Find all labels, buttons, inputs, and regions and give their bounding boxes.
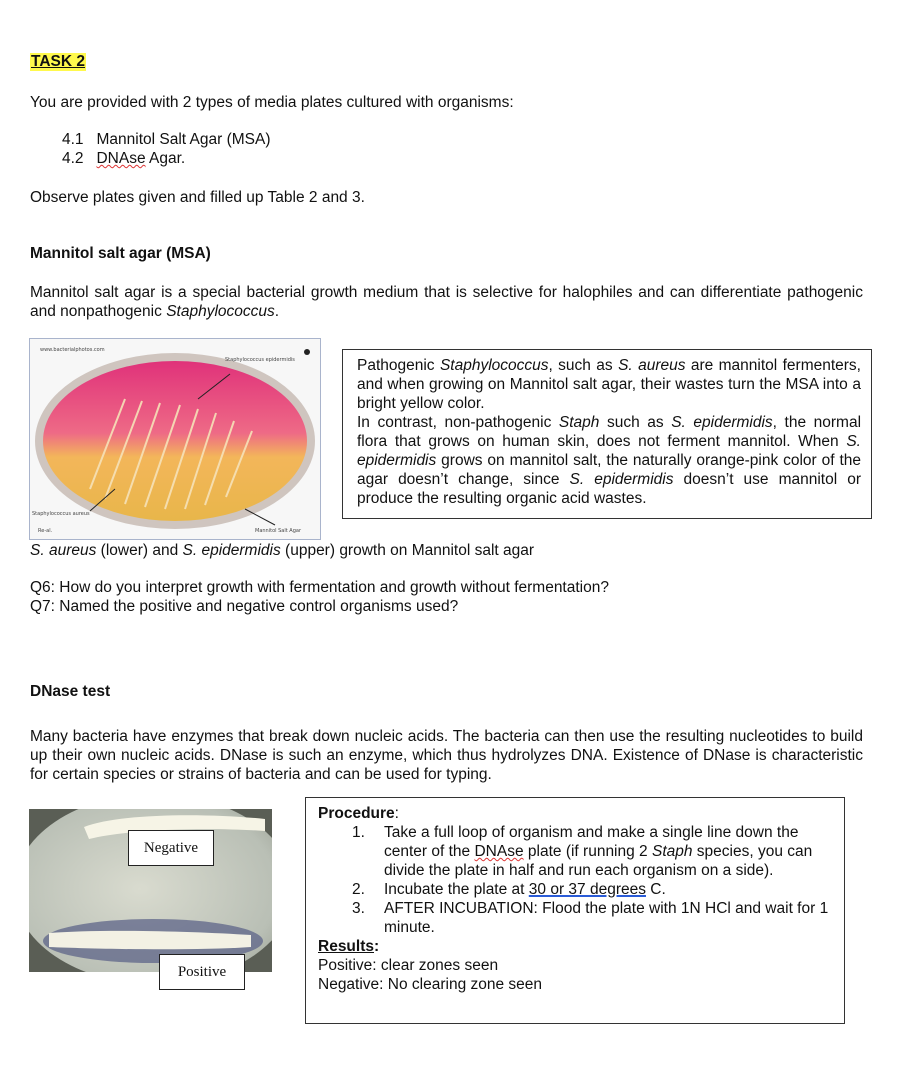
media-number: 4.1 [62,131,84,148]
positive-label: Positive [159,954,245,990]
italic-text: Staph [558,414,600,431]
italic-text: S. aureus [618,357,686,374]
text: doesn’t use mannitol or produce the resulting organic acid wastes. [357,471,861,507]
question-q6: Q6: How do you interpret growth with fermentation and growth without fermentation? [30,579,609,596]
step-number: 2. [352,881,365,898]
corner-label: Re-al. [38,528,53,534]
negative-label: Negative [128,830,214,866]
media-item-dnase [62,150,185,168]
procedure-steps [318,823,838,937]
text: C. [645,881,666,898]
step-number: 3. [352,900,365,917]
info-para-2 [357,413,861,508]
msa-para-italic: Staphylococcus [166,303,275,320]
colon: : [374,938,380,955]
italic-text: S. aureus [30,542,97,559]
procedure-step [318,880,838,899]
text: are mannitol fermenters, and when growing on Mannitol salt agar, their wastes turn the MSA into a bright yellow color. [357,357,861,412]
msa-para-end: . [274,303,280,320]
procedure-step [318,899,838,937]
procedure-title [318,804,838,823]
colon: : [394,805,399,822]
question-q7: Q7: Named the positive and negative control organisms used? [30,598,459,615]
msa-plate-photo [29,338,321,540]
dnase-paragraph: Many bacteria have enzymes that break down nucleic acids. The bacteria can then use the resulting nucleotides to build up their own nucleic acids. DNase is such an enzyme, which thus hydrolyzes DNA. Existence of DNase is characteristic for certain species or strains of bacteria and can be used for typing. [30,728,863,783]
text: , the normal flora that grows on human skin, does not ferment mannitol. When [357,414,862,450]
result-positive: Positive: clear zones seen [318,957,499,974]
msa-plate-illustration [30,339,320,539]
text: In contrast, non-pathogenic [357,414,559,431]
text: DNAse [474,843,524,860]
text: (lower) and [96,542,183,559]
msa-caption [30,542,534,560]
info-para-1 [357,356,861,413]
italic-text: Staphylococcus [439,357,549,374]
msa-heading: Mannitol salt agar (MSA) [30,245,211,262]
procedure-step [318,823,838,880]
text: , such as [548,357,619,374]
msa-info-box [342,349,872,519]
text: Incubate the plate at [384,881,529,898]
italic-text: S. epidermidis [671,414,773,431]
italic-text: S. epidermidis [182,542,281,559]
upper-organism-label: Staphylococcus epidermidis [225,357,295,363]
observe-text: Observe plates given and filled up Table 2 and 3. [30,189,365,206]
text: 30 or 37 degrees [528,881,646,898]
text: Pathogenic [357,357,440,374]
media-number: 4.2 [62,150,84,167]
italic-text: S. epidermidis [569,471,674,488]
media-name-suffix: Agar. [145,150,186,167]
text: plate (if running 2 [523,843,652,860]
results-title-text: Results [318,938,374,955]
msa-para-text: Mannitol salt agar is a special bacterial growth medium that is selective for halophiles and can differentiate pathogenic and nonpathogenic [30,284,863,320]
medium-label: Mannitol Salt Agar [255,528,301,534]
text: (upper) growth on Mannitol salt agar [280,542,535,559]
text: Take a full loop of organism and make a single line down the center of the [384,824,799,860]
media-name-dnase: DNAse [96,150,146,167]
dnase-heading: DNase test [30,683,111,700]
text: grows on mannitol salt, the naturally orange-pink color of the agar doesn’t change, since [357,452,861,488]
procedure-box [305,797,845,1024]
italic-text: Staph [651,843,693,860]
text: AFTER INCUBATION: Flood the plate with 1N HCl and wait for 1 minute. [384,900,829,936]
lower-organism-label: Staphylococcus aureus [32,511,90,517]
msa-paragraph [30,283,863,321]
step-number: 1. [352,824,365,841]
text: species, you can divide the plate in half and run each organism on a side). [384,843,813,879]
media-item-msa [62,131,271,149]
intro-text: You are provided with 2 types of media plates cultured with organisms: [30,94,514,111]
result-negative: Negative: No clearing zone seen [318,976,543,993]
text: such as [599,414,672,431]
media-name: Mannitol Salt Agar (MSA) [96,131,271,148]
results-title [318,937,838,956]
task-title: TASK 2 [31,53,85,70]
site-label: www.bacterialphotos.com [40,347,105,353]
procedure-title-text: Procedure [318,805,395,822]
italic-text: S. epidermidis [357,433,861,469]
